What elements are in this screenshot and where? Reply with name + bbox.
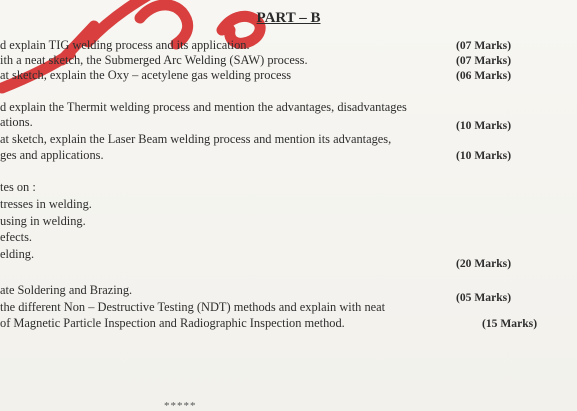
marks-label: (10 Marks)	[456, 149, 512, 162]
marks-label: (06 Marks)	[456, 69, 512, 82]
question-line: the different Non – Destructive Testing (NDT) methods and explain with neat	[0, 300, 386, 314]
question-line: ations.	[0, 115, 33, 129]
question-line: ith a neat sketch, the Submerged Arc Welding (SAW) process.	[0, 53, 308, 67]
question-line: using in welding.	[0, 214, 86, 228]
end-marker: *****	[164, 400, 197, 411]
question-line: d explain TIG welding process and its application.	[0, 38, 250, 52]
marks-label: (07 Marks)	[456, 54, 512, 67]
question-line: at sketch, explain the Oxy – acetylene gas welding process	[0, 68, 292, 82]
question-line: at sketch, explain the Laser Beam welding process and mention its advantages,	[0, 132, 392, 146]
question-line: efects.	[0, 230, 32, 244]
marks-label: (15 Marks)	[482, 317, 538, 330]
question-line: ges and applications.	[0, 148, 104, 162]
question-line: ate Soldering and Brazing.	[0, 283, 133, 297]
question-line: d explain the Thermit welding process and mention the advantages, disadvantages	[0, 100, 407, 114]
marks-label: (05 Marks)	[456, 291, 512, 304]
question-line: of Magnetic Particle Inspection and Radiographic Inspection method.	[0, 316, 345, 330]
question-line: elding.	[0, 247, 35, 261]
marks-label: (10 Marks)	[456, 119, 512, 132]
marks-label: (07 Marks)	[456, 39, 512, 52]
marks-label: (20 Marks)	[456, 257, 512, 270]
question-line: tresses in welding.	[0, 197, 92, 211]
part-title: PART – B	[256, 10, 321, 26]
question-line: tes on :	[0, 180, 36, 194]
